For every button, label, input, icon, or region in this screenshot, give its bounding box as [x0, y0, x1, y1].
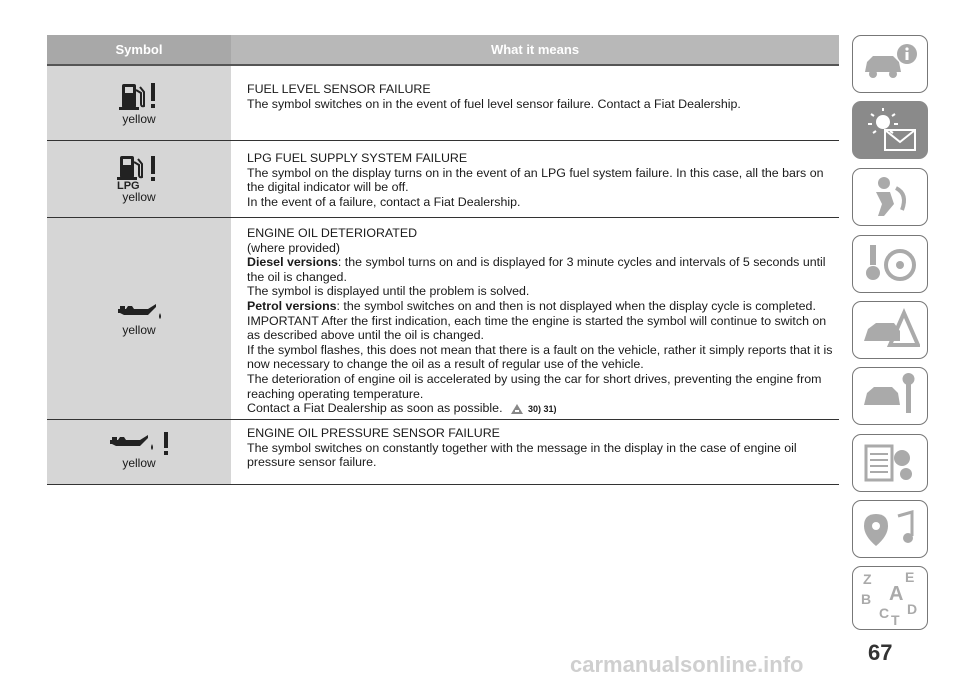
diesel-text: : the symbol turns on and is displayed for 3 minute cycles and intervals of 5 seconds until the oil is changed.: [247, 255, 826, 284]
index-letter: E: [905, 570, 915, 585]
row-text: In the event of a failure, contact a Fiat Dealership.: [247, 194, 521, 209]
row-text: The symbol on the display turns on in the event of an LPG fuel system failure. In this case, all the bars on the digital indicator will be off.: [247, 165, 824, 195]
symbol-cell: [47, 218, 231, 419]
tab-warning-lights[interactable]: [852, 101, 928, 159]
engine-oil-pressure-sensor-failure-icon: [106, 430, 172, 456]
petrol-paragraph: [247, 299, 839, 314]
header-symbol: Symbol: [47, 35, 231, 64]
index-letter: Z: [863, 571, 872, 587]
row-text: The symbol switches on in the event of fuel level sensor failure. Contact a Fiat Dealership.: [247, 96, 741, 111]
warning-triangle-car-icon: [510, 403, 524, 415]
table-row: [47, 141, 839, 218]
technical-data-gears-icon: [860, 440, 920, 486]
engine-oil-deteriorated-icon: [114, 301, 164, 323]
index-letter: C: [879, 605, 890, 621]
car-servicing-wrench-icon: [860, 373, 920, 419]
row-text: IMPORTANT After the first indication, each time the engine is started the symbol will continue to switch on as described above until the oil is changed.: [247, 313, 827, 343]
contact-paragraph: [247, 401, 839, 417]
symbol-cell: [47, 141, 231, 217]
tab-index[interactable]: [852, 566, 928, 630]
petrol-label: Petrol versions: [247, 298, 337, 313]
tab-car-info[interactable]: [852, 35, 928, 93]
index-letter: D: [907, 601, 918, 617]
tab-safety[interactable]: [852, 168, 928, 226]
diesel-label: Diesel versions: [247, 255, 338, 270]
row-title: LPG FUEL SUPPLY SYSTEM FAILURE: [247, 151, 468, 165]
fuel-level-sensor-failure-icon: [118, 80, 160, 112]
contact-text: Contact a Fiat Dealership as soon as possible.: [247, 401, 503, 416]
diesel-paragraph: [247, 255, 839, 284]
multimedia-music-icon: [860, 506, 920, 552]
warning-lights-table: [47, 35, 839, 485]
tab-emergency[interactable]: [852, 301, 928, 359]
row-text: If the symbol flashes, this does not mean that there is a fault on the vehicle, rather it simply reports that it is now necessary to change the oil as a result of regular use of the vehicle.: [247, 342, 833, 372]
meaning-cell: [231, 218, 839, 419]
row-title: ENGINE OIL PRESSURE SENSOR FAILURE: [247, 426, 500, 440]
index-letter: B: [861, 591, 872, 607]
row-title: ENGINE OIL DETERIORATED: [247, 226, 418, 240]
color-label: yellow: [122, 190, 156, 204]
page-number: 67: [868, 640, 893, 665]
symbol-cell: [47, 66, 231, 140]
index-letter: T: [891, 612, 900, 626]
color-label: yellow: [122, 456, 156, 470]
row-text: The symbol is displayed until the problem is solved.: [247, 284, 530, 299]
tab-starting-driving[interactable]: [852, 235, 928, 293]
color-label: yellow: [122, 322, 156, 337]
row-text: The symbol switches on constantly together with the message in the display in the case of engine oil pressure sensor failure.: [247, 440, 797, 470]
alphabetical-index-icon: [859, 570, 921, 626]
color-label: yellow: [122, 112, 156, 126]
symbol-cell: [47, 420, 231, 484]
table-row: [47, 420, 839, 485]
meaning-cell: [231, 420, 839, 484]
tab-multimedia[interactable]: [852, 500, 928, 558]
watermark: carmanualsonline.info: [570, 652, 804, 677]
index-letter: A: [889, 583, 904, 605]
table-row: [47, 218, 839, 420]
safety-seat-airbag-icon: [862, 174, 918, 220]
header-meaning: What it means: [231, 35, 839, 64]
tab-servicing[interactable]: [852, 367, 928, 425]
table-row: [47, 66, 839, 141]
breakdown-warning-triangle-icon: [860, 307, 920, 353]
key-steering-wheel-icon: [862, 241, 918, 287]
row-title: FUEL LEVEL SENSOR FAILURE: [247, 82, 431, 96]
meaning-cell: [231, 66, 839, 140]
warning-light-message-icon: [859, 106, 921, 154]
lpg-fuel-supply-failure-icon: [116, 154, 162, 190]
row-subtitle: (where provided): [247, 240, 340, 255]
lpg-icon-text: LPG: [117, 180, 140, 190]
car-info-icon: [859, 42, 921, 86]
table-header: [47, 35, 839, 66]
petrol-text: : the symbol switches on and then is not displayed when the display cycle is completed.: [336, 298, 816, 313]
meaning-cell: [231, 141, 839, 217]
tab-technical-data[interactable]: [852, 434, 928, 492]
references: 30) 31): [527, 404, 557, 415]
row-text: The deterioration of engine oil is accelerated by using the car for short drives, preventing the engine from reaching operating temperature.: [247, 371, 822, 401]
